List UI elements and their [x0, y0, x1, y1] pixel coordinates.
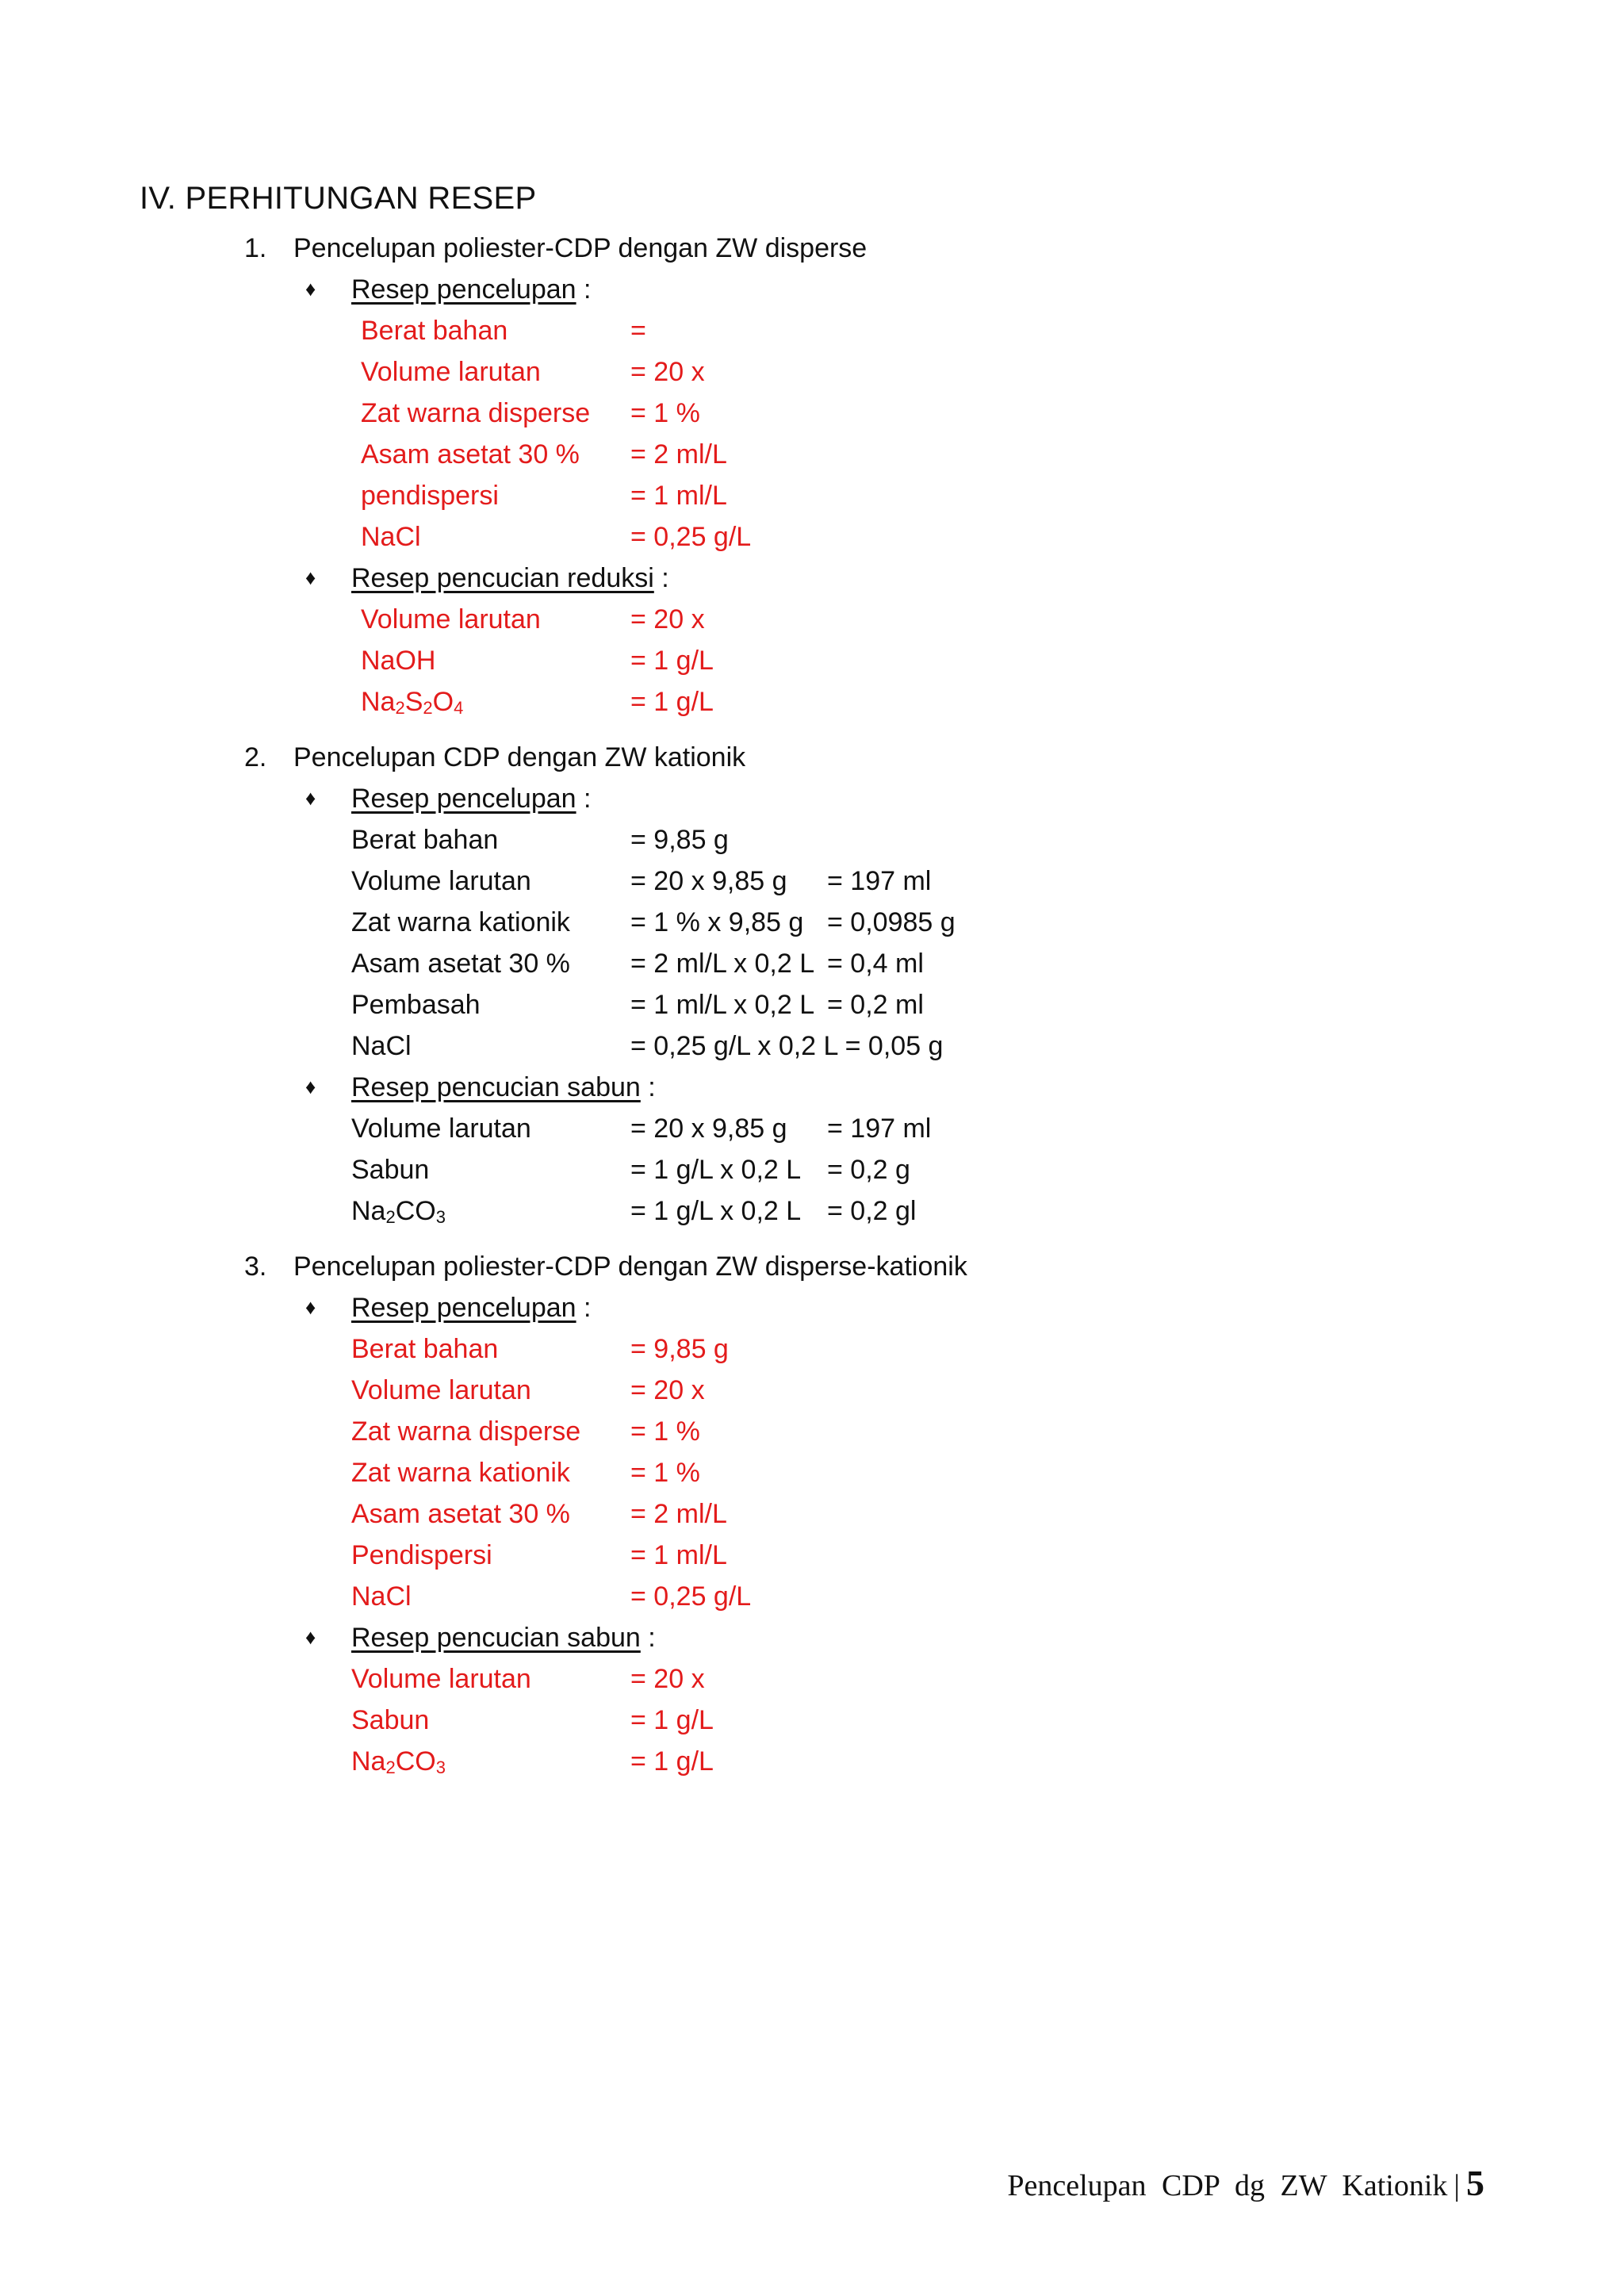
item-1-bullet-2 — [305, 563, 669, 594]
bullet-suffix: : — [576, 274, 592, 305]
row-name: Volume larutan — [351, 1375, 531, 1405]
row-name: Berat bahan — [351, 825, 499, 855]
bullet-suffix: : — [576, 1293, 592, 1323]
row-name: NaCl — [351, 1031, 412, 1061]
page-footer — [1007, 2162, 1484, 2204]
row-name: Zat warna kationik — [351, 1458, 570, 1488]
diamond-bullet-icon: ♦ — [305, 786, 316, 810]
bullet-suffix: : — [653, 563, 669, 593]
row-value: = 1 g/L — [630, 646, 714, 676]
row-value: = 20 x — [630, 1375, 705, 1405]
row-result: = 0,2 ml — [827, 990, 924, 1020]
row-name: Asam asetat 30 % — [351, 1499, 570, 1529]
row-name: NaCl — [361, 522, 421, 552]
row-name: Zat warna disperse — [351, 1416, 581, 1447]
footer-title: Pencelupan CDP dg ZW Kationik — [1007, 2169, 1448, 2202]
row-name: Zat warna kationik — [351, 907, 570, 937]
row-name: Volume larutan — [351, 1114, 531, 1144]
diamond-bullet-icon: ♦ — [305, 277, 316, 301]
row-name: $Na_2S_2O_4$ — [361, 687, 464, 718]
row-value: = 2 ml/L — [630, 1499, 727, 1529]
row-name: Sabun — [351, 1705, 430, 1735]
row-name: Berat bahan — [361, 316, 508, 346]
item-1-title — [244, 233, 867, 264]
row-name: Sabun — [351, 1155, 430, 1185]
row-name: Volume larutan — [351, 866, 531, 896]
row-value: = 2 ml/L — [630, 439, 727, 470]
row-result: = 0,4 ml — [827, 949, 924, 979]
bullet-label: Resep pencelupan — [351, 784, 576, 814]
row-value: = — [630, 316, 646, 346]
row-value: = 20 x 9,85 g — [630, 1114, 787, 1144]
row-name: $Na_2CO_3$ — [351, 1746, 446, 1777]
row-value: = 1 g/L — [630, 1705, 714, 1735]
row-result: = 197 ml — [827, 1114, 932, 1144]
row-value: = 9,85 g — [630, 1334, 729, 1364]
diamond-bullet-icon: ♦ — [305, 1075, 316, 1098]
row-value: = 9,85 g — [630, 825, 729, 855]
row-value: = 1 g/L x 0,2 L — [630, 1196, 802, 1226]
row-value: = 2 ml/L x 0,2 L — [630, 949, 815, 979]
item-3-text: Pencelupan poliester-CDP dengan ZW disperse-kationik — [293, 1251, 967, 1282]
diamond-bullet-icon: ♦ — [305, 1625, 316, 1649]
row-name: Berat bahan — [351, 1334, 499, 1364]
row-name: Pendispersi — [351, 1540, 492, 1570]
item-2-text: Pencelupan CDP dengan ZW kationik — [293, 742, 746, 772]
row-value: = 20 x — [630, 357, 705, 387]
item-2-bullet-2 — [305, 1072, 656, 1103]
bullet-label: Resep pencucian sabun — [351, 1072, 641, 1102]
row-name: NaOH — [361, 646, 436, 676]
item-3-title — [244, 1251, 967, 1282]
row-value: = 20 x — [630, 604, 705, 634]
row-value: = 0,25 g/L x 0,2 L = 0,05 g — [630, 1031, 944, 1061]
item-1-text: Pencelupan poliester-CDP dengan ZW disperse — [293, 233, 868, 263]
row-value: = 1 % — [630, 1458, 700, 1488]
row-name: Asam asetat 30 % — [351, 949, 570, 979]
row-name: Asam asetat 30 % — [361, 439, 580, 470]
row-value: = 0,25 g/L — [630, 522, 752, 552]
row-result: = 0,2 g — [827, 1155, 910, 1185]
item-1-number: 1. — [244, 233, 267, 263]
item-2-title — [244, 742, 745, 773]
row-result: = 0,2 gl — [827, 1196, 917, 1226]
diamond-bullet-icon: ♦ — [305, 565, 316, 589]
row-name: NaCl — [351, 1581, 412, 1612]
item-1-bullet-1 — [305, 274, 591, 305]
row-name: Zat warna disperse — [361, 398, 591, 428]
row-name: Volume larutan — [351, 1664, 531, 1694]
row-value: = 1 ml/L x 0,2 L — [630, 990, 815, 1020]
row-value: = 1 ml/L — [630, 1540, 727, 1570]
bullet-suffix: : — [576, 784, 592, 814]
bullet-label: Resep pencelupan — [351, 274, 576, 305]
row-value: = 0,25 g/L — [630, 1581, 752, 1612]
page-number: 5 — [1466, 2163, 1484, 2203]
row-value: = 1 % — [630, 1416, 700, 1447]
row-result: = 0,0985 g — [827, 907, 956, 937]
diamond-bullet-icon: ♦ — [305, 1295, 316, 1319]
row-value: = 1 ml/L — [630, 481, 727, 511]
bullet-label: Resep pencucian sabun — [351, 1623, 641, 1653]
bullet-label: Resep pencelupan — [351, 1293, 576, 1323]
row-name: pendispersi — [361, 481, 499, 511]
row-name: $Na_2CO_3$ — [351, 1196, 446, 1227]
bullet-label: Resep pencucian reduksi — [351, 563, 654, 593]
row-value: = 20 x 9,85 g — [630, 866, 787, 896]
bullet-suffix: : — [640, 1623, 656, 1653]
row-value: = 1 % — [630, 398, 700, 428]
item-3-bullet-1 — [305, 1293, 591, 1324]
row-result: = 197 ml — [827, 866, 932, 896]
row-name: Pembasah — [351, 990, 481, 1020]
row-value: = 1 g/L — [630, 1746, 714, 1777]
row-value: = 20 x — [630, 1664, 705, 1694]
row-name: Volume larutan — [361, 357, 541, 387]
row-value: = 1 % x 9,85 g — [630, 907, 804, 937]
bullet-suffix: : — [640, 1072, 656, 1102]
row-name: Volume larutan — [361, 604, 541, 634]
footer-separator: | — [1454, 2169, 1460, 2202]
section-heading: IV. PERHITUNGAN RESEP — [140, 181, 537, 216]
item-2-bullet-1 — [305, 784, 591, 815]
row-value: = 1 g/L x 0,2 L — [630, 1155, 802, 1185]
item-3-bullet-2 — [305, 1623, 656, 1654]
item-3-number: 3. — [244, 1251, 267, 1282]
item-2-number: 2. — [244, 742, 267, 772]
row-value: = 1 g/L — [630, 687, 714, 717]
